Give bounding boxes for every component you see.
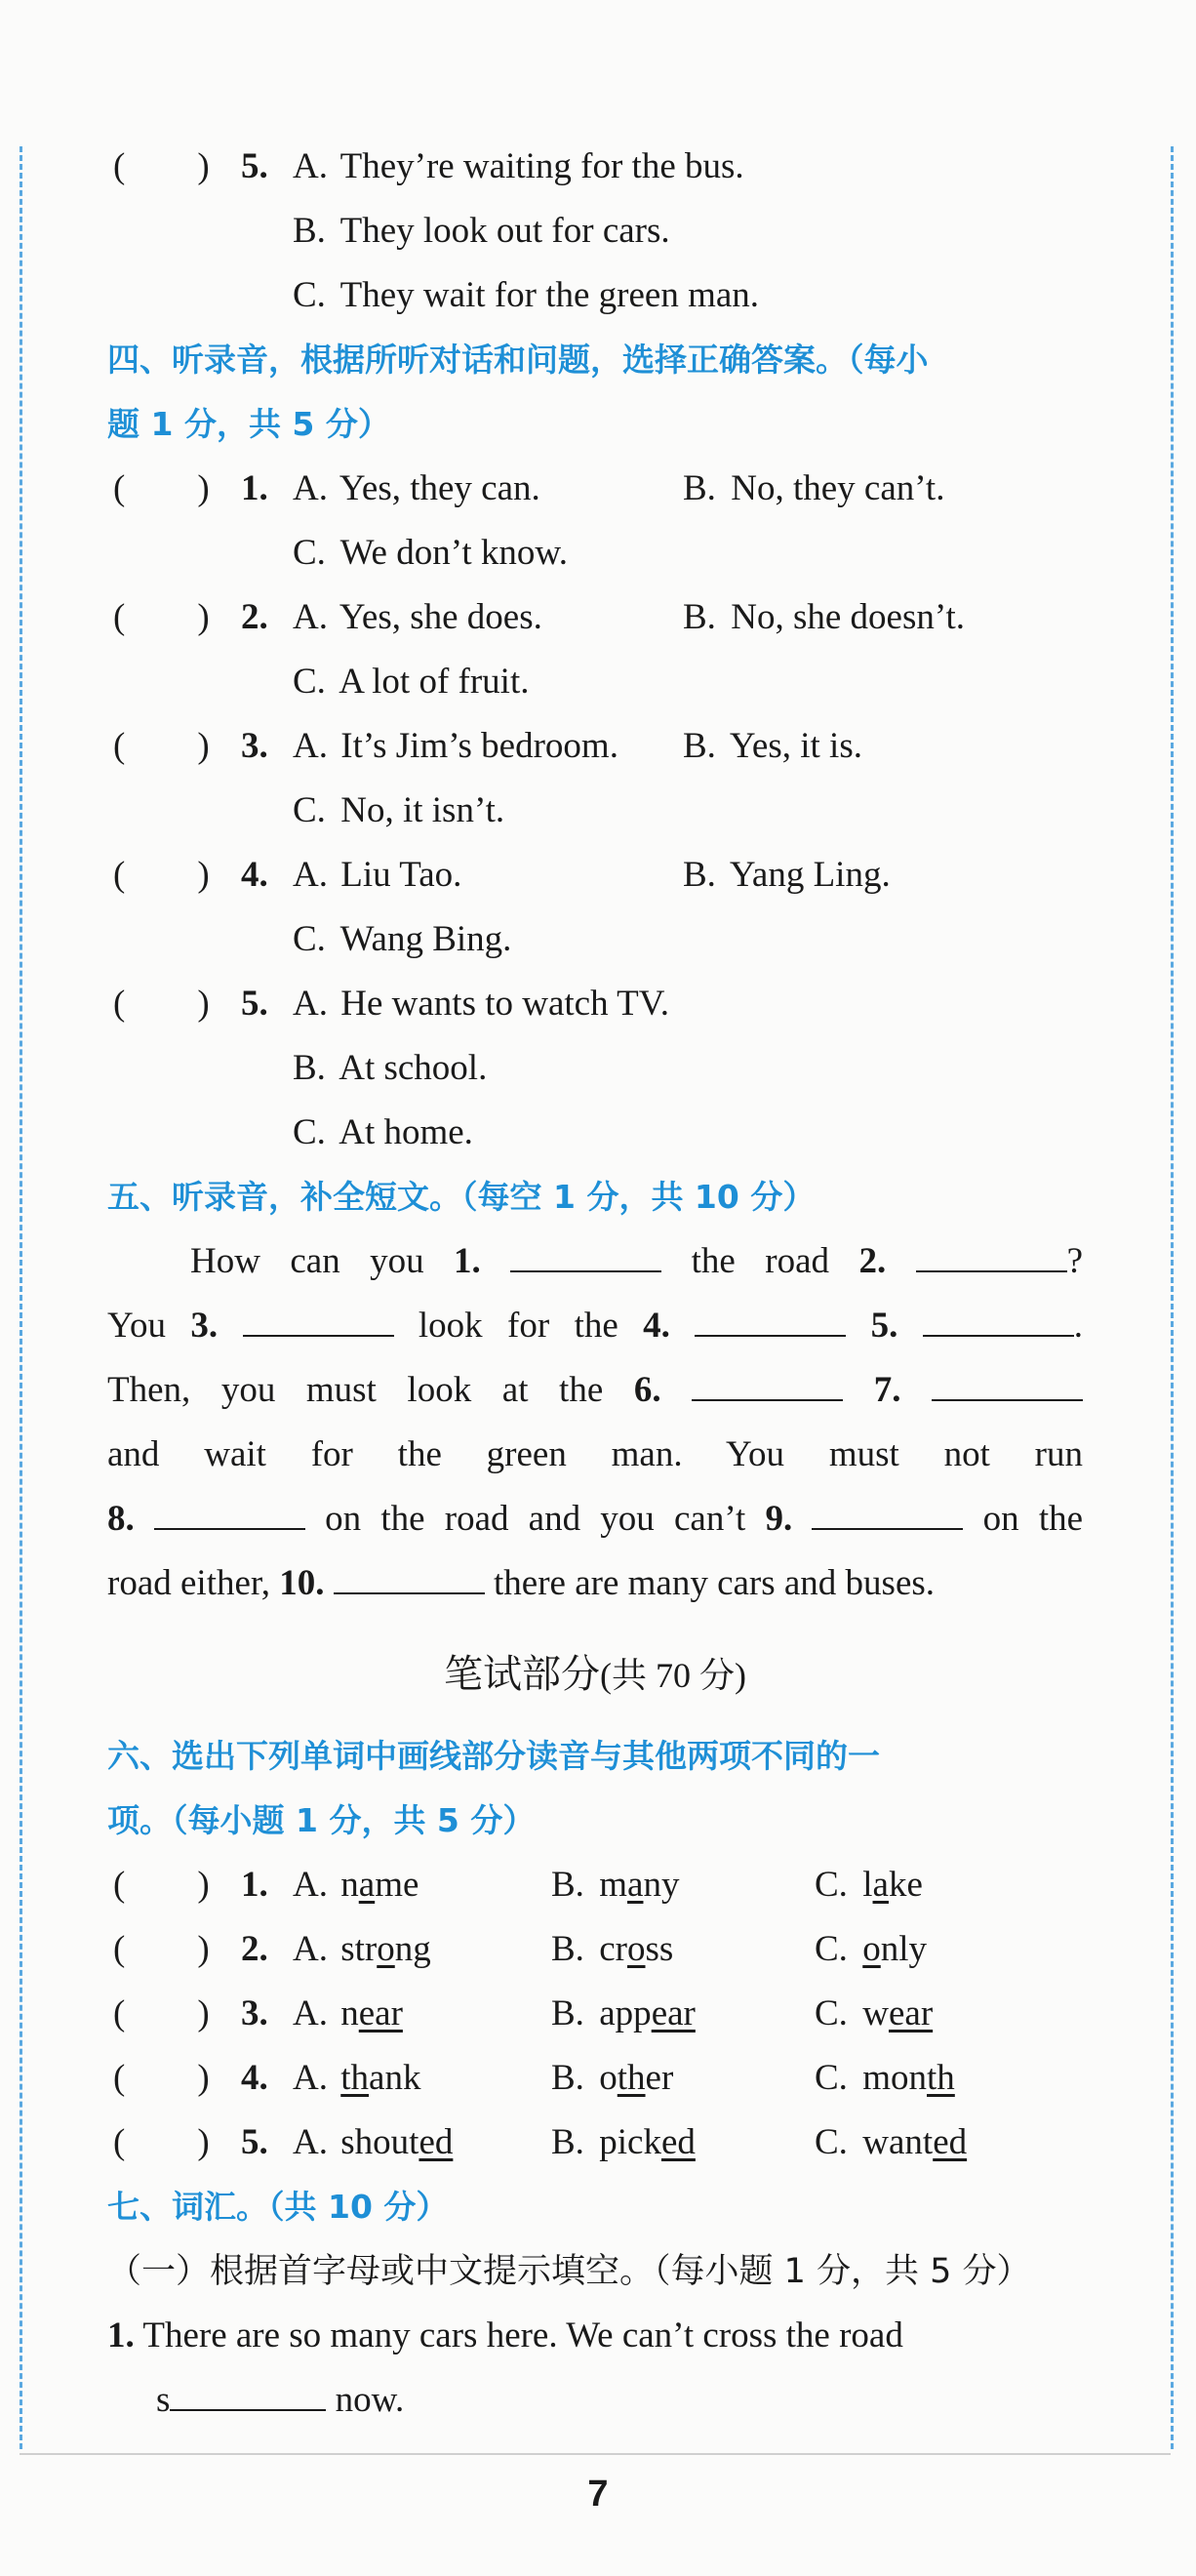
- option-b: B. picked: [551, 2122, 696, 2162]
- answer-bracket[interactable]: ( ): [113, 1929, 210, 1969]
- option-c: C. wear: [815, 1993, 934, 2033]
- fill-blank[interactable]: [923, 1306, 1074, 1337]
- passage-line: road either, 10. there are many cars and buses.: [107, 1563, 936, 1603]
- question-row: [107, 2111, 1083, 2175]
- right-dashed-border: [1171, 146, 1174, 2449]
- fill-blank[interactable]: [243, 1306, 394, 1337]
- question-number: 5.: [241, 984, 268, 1024]
- answer-bracket[interactable]: ( ): [113, 2122, 210, 2162]
- option-b: B. other: [551, 2058, 674, 2098]
- option-c: C. only: [815, 1929, 928, 1969]
- fill-blank[interactable]: [932, 1370, 1083, 1401]
- subsection-instruction: （一）根据首字母或中文提示填空。（每小题 1 分，共 5 分）: [107, 2252, 1031, 2291]
- question-number: 4.: [241, 2058, 268, 2098]
- option-a: A. Yes, she does.: [293, 597, 542, 637]
- fill-blank[interactable]: [154, 1499, 305, 1530]
- option-a: A. He wants to watch TV.: [293, 984, 669, 1024]
- option-c: C. A lot of fruit.: [293, 662, 530, 702]
- page-number: 7: [587, 2474, 609, 2515]
- question-number: 5.: [241, 2122, 268, 2162]
- answer-bracket[interactable]: ( ): [113, 726, 210, 766]
- answer-bracket[interactable]: ( ): [113, 146, 210, 186]
- question-row: [107, 457, 1083, 521]
- question-number: 5.: [241, 146, 268, 186]
- question-row-cont: [107, 779, 1083, 843]
- fill-blank[interactable]: [692, 1370, 843, 1401]
- option-a: A. shouted: [293, 2122, 454, 2162]
- option-b: B. No, they can’t.: [683, 468, 945, 508]
- question-row-cont: [107, 1036, 1083, 1101]
- answer-bracket[interactable]: ( ): [113, 468, 210, 508]
- section-6-heading: 六、选出下列单词中画线部分读音与其他两项不同的一 项。（每小题 1 分，共 5 分）: [107, 1737, 880, 1839]
- option-a: A. name: [293, 1865, 419, 1905]
- passage-line: Then, you must look at the 6. 7.: [107, 1358, 1083, 1423]
- section-7-heading: 七、词汇。（共 10 分）: [107, 2188, 449, 2226]
- option-c: C. month: [815, 2058, 955, 2098]
- question-number: 1.: [241, 468, 268, 508]
- question-number: 3.: [241, 1993, 268, 2033]
- question-row: [107, 1917, 1083, 1982]
- question-number: 2.: [241, 597, 268, 637]
- question-row: [107, 1853, 1083, 1917]
- option-b: B. Yes, it is.: [683, 726, 862, 766]
- fill-blank[interactable]: [916, 1241, 1067, 1272]
- section-5-heading: 五、听录音，补全短文。（每空 1 分，共 10 分）: [107, 1178, 816, 1216]
- option-c: C. They wait for the green man.: [293, 275, 760, 315]
- question-number: 1.: [241, 1865, 268, 1905]
- option-b: B. No, she doesn’t.: [683, 597, 966, 637]
- option-c: C. wanted: [815, 2122, 968, 2162]
- vocab-question: 1. There are so many cars here. We can’t cross the road s now.: [107, 2315, 903, 2420]
- option-a: A. thank: [293, 2058, 421, 2098]
- answer-bracket[interactable]: ( ): [113, 1865, 210, 1905]
- question-row-cont: [107, 521, 1083, 585]
- passage-line: How can you 1. the road 2. ?: [190, 1241, 1084, 1281]
- passage-line: and wait for the green man. You must not run: [107, 1434, 1083, 1474]
- question-row-cont: [107, 650, 1083, 714]
- fill-blank[interactable]: [510, 1241, 661, 1272]
- question-row: [107, 843, 1083, 907]
- fill-blank[interactable]: [170, 2380, 326, 2411]
- passage-line: You 3. look for the 4. 5. .: [107, 1306, 1084, 1346]
- question-row-cont: [107, 907, 1083, 972]
- option-b: B. cross: [551, 1929, 674, 1969]
- question-row: [107, 2046, 1083, 2111]
- option-a: A. It’s Jim’s bedroom.: [293, 726, 618, 766]
- question-number: 2.: [241, 1929, 268, 1969]
- answer-bracket[interactable]: ( ): [113, 984, 210, 1024]
- worksheet-content: [107, 135, 1083, 2433]
- option-c: C. No, it isn’t.: [293, 790, 505, 830]
- question-row-cont: [107, 263, 1083, 328]
- question-row-cont: [107, 1101, 1083, 1165]
- option-a: A. near: [293, 1993, 403, 2033]
- question-row: [107, 714, 1083, 779]
- option-a: A. Yes, they can.: [293, 468, 540, 508]
- question-row-cont: [107, 199, 1083, 263]
- fill-blank[interactable]: [695, 1306, 846, 1337]
- option-c: C. At home.: [293, 1112, 473, 1152]
- question-row: [107, 135, 1083, 199]
- written-part-title: 笔试部分(共 70 分): [444, 1652, 746, 1697]
- option-c: C. lake: [815, 1865, 923, 1905]
- passage-line: 8. on the road and you can’t 9. on the: [107, 1499, 1084, 1539]
- fill-blank[interactable]: [334, 1563, 485, 1594]
- question-row: [107, 1982, 1083, 2046]
- footer-divider: [20, 2453, 1171, 2455]
- question-number: 4.: [241, 855, 268, 895]
- option-b: B. At school.: [293, 1048, 488, 1088]
- option-a: A. Liu Tao.: [293, 855, 462, 895]
- left-dashed-border: [20, 146, 22, 2449]
- option-a: A. strong: [293, 1929, 431, 1969]
- option-c: C. We don’t know.: [293, 533, 568, 573]
- option-a: A. They’re waiting for the bus.: [293, 146, 744, 186]
- fill-blank[interactable]: [812, 1499, 963, 1530]
- section-4-heading: 四、听录音，根据所听对话和问题，选择正确答案。（每小 题 1 分，共 5 分）: [107, 341, 929, 443]
- option-c: C. Wang Bing.: [293, 919, 512, 959]
- question-number: 3.: [241, 726, 268, 766]
- answer-bracket[interactable]: ( ): [113, 597, 210, 637]
- option-b: B. appear: [551, 1993, 696, 2033]
- answer-bracket[interactable]: ( ): [113, 2058, 210, 2098]
- question-row: [107, 585, 1083, 650]
- option-b: B. many: [551, 1865, 680, 1905]
- option-b: B. Yang Ling.: [683, 855, 891, 895]
- question-row: [107, 972, 1083, 1036]
- answer-bracket[interactable]: ( ): [113, 855, 210, 895]
- option-b: B. They look out for cars.: [293, 211, 670, 251]
- answer-bracket[interactable]: ( ): [113, 1993, 210, 2033]
